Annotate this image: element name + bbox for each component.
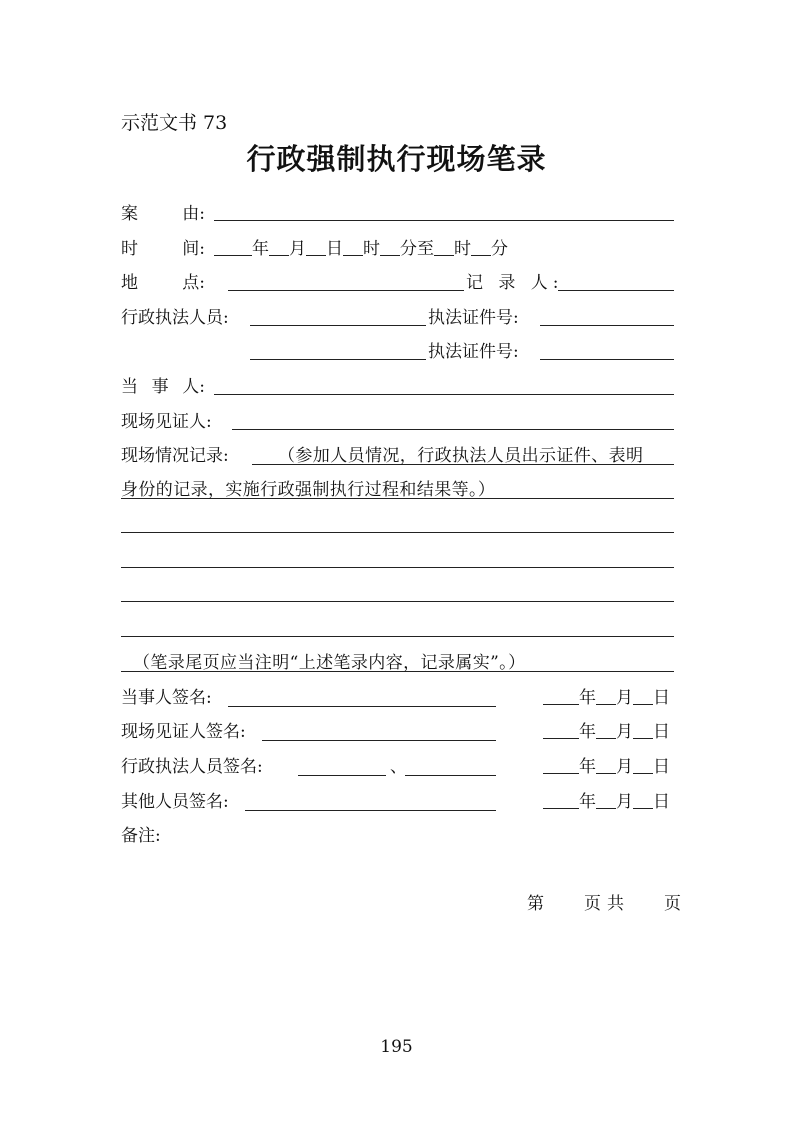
year-blank[interactable] bbox=[214, 239, 252, 256]
officer-signature-label: 行政执法人员签名: bbox=[121, 757, 263, 777]
to-word: 至 bbox=[417, 239, 434, 259]
party-signature-label: 当事人签名: bbox=[121, 688, 212, 708]
day-blank[interactable] bbox=[306, 239, 326, 256]
month-blank[interactable] bbox=[269, 239, 289, 256]
cert-no-1-field[interactable] bbox=[540, 325, 674, 326]
cert-no-2-field[interactable] bbox=[540, 359, 674, 360]
year-blank[interactable] bbox=[543, 792, 579, 809]
day-blank[interactable] bbox=[633, 722, 653, 739]
total-unit: 页 bbox=[664, 894, 681, 914]
cert-no-1-label: 执法证件号: bbox=[428, 308, 519, 328]
document-number: 示范文书 73 bbox=[121, 112, 228, 134]
party-label: 当 事 人: bbox=[121, 377, 205, 397]
month-unit: 月 bbox=[616, 757, 633, 777]
remarks-label: 备注: bbox=[121, 826, 161, 846]
time-label: 时 间: bbox=[121, 239, 205, 259]
case-reason-label: 案 由: bbox=[121, 204, 205, 224]
hour2-unit: 时 bbox=[454, 239, 471, 259]
hour-blank[interactable] bbox=[343, 239, 363, 256]
month-unit: 月 bbox=[616, 688, 633, 708]
officer-2-field[interactable] bbox=[250, 359, 426, 360]
witness-label: 现场见证人: bbox=[121, 412, 212, 432]
month-blank[interactable] bbox=[596, 757, 616, 774]
year-blank[interactable] bbox=[543, 688, 579, 705]
signature-separator: 、 bbox=[390, 757, 407, 777]
officers-label: 行政执法人员: bbox=[121, 308, 229, 328]
case-reason-field[interactable] bbox=[214, 220, 674, 221]
year-unit: 年 bbox=[579, 757, 596, 777]
party-field[interactable] bbox=[214, 394, 674, 395]
location-label: 地 点: bbox=[121, 273, 205, 293]
month-unit: 月 bbox=[616, 722, 633, 742]
hour-unit: 时 bbox=[363, 239, 380, 259]
total-word: 共 bbox=[607, 894, 624, 914]
record-hint-1: （参加人员情况，行政执法人员出示证件、表明 bbox=[278, 446, 644, 466]
year-unit: 年 bbox=[579, 722, 596, 742]
month-blank[interactable] bbox=[596, 688, 616, 705]
year-blank[interactable] bbox=[543, 722, 579, 739]
page-number: 195 bbox=[380, 1037, 413, 1057]
witness-field[interactable] bbox=[232, 429, 674, 430]
minute2-unit: 分 bbox=[491, 239, 508, 259]
year-unit: 年 bbox=[579, 792, 596, 812]
other-signature-date bbox=[543, 792, 670, 812]
record-line-3[interactable] bbox=[121, 532, 674, 533]
year-blank[interactable] bbox=[543, 757, 579, 774]
witness-signature-field[interactable] bbox=[262, 740, 496, 741]
officer-signature-field-2[interactable] bbox=[405, 775, 496, 776]
day-blank[interactable] bbox=[633, 688, 653, 705]
day-unit: 日 bbox=[326, 239, 343, 259]
pagination bbox=[527, 894, 681, 914]
minute-blank[interactable] bbox=[380, 239, 400, 256]
page-title: 行政强制执行现场笔录 bbox=[246, 142, 547, 176]
month-blank[interactable] bbox=[596, 722, 616, 739]
year-unit: 年 bbox=[252, 239, 269, 259]
record-hint-2: 身份的记录，实施行政强制执行过程和结果等。） bbox=[121, 480, 496, 500]
month-unit: 月 bbox=[616, 792, 633, 812]
day-unit: 日 bbox=[653, 688, 670, 708]
recorder-field[interactable] bbox=[558, 290, 674, 291]
page-word: 第 bbox=[527, 894, 544, 914]
officer-1-field[interactable] bbox=[250, 325, 426, 326]
month-unit: 月 bbox=[289, 239, 306, 259]
minute2-blank[interactable] bbox=[471, 239, 491, 256]
page-unit: 页 bbox=[584, 894, 601, 914]
officer-signature-field-1[interactable] bbox=[298, 775, 386, 776]
minute-unit: 分 bbox=[400, 239, 417, 259]
record-label: 现场情况记录: bbox=[121, 446, 229, 466]
year-unit: 年 bbox=[579, 688, 596, 708]
month-blank[interactable] bbox=[596, 792, 616, 809]
day-unit: 日 bbox=[653, 757, 670, 777]
day-blank[interactable] bbox=[633, 792, 653, 809]
record-line-5[interactable] bbox=[121, 601, 674, 602]
day-blank[interactable] bbox=[633, 757, 653, 774]
location-field[interactable] bbox=[228, 290, 464, 291]
hour2-blank[interactable] bbox=[434, 239, 454, 256]
cert-no-2-label: 执法证件号: bbox=[428, 342, 519, 362]
witness-signature-date bbox=[543, 722, 670, 742]
party-signature-date bbox=[543, 688, 670, 708]
recorder-label: 记 录 人: bbox=[466, 273, 564, 293]
record-line-6[interactable] bbox=[121, 636, 674, 637]
other-signature-label: 其他人员签名: bbox=[121, 792, 229, 812]
time-fields bbox=[214, 239, 508, 259]
day-unit: 日 bbox=[653, 792, 670, 812]
tail-note: （笔录尾页应当注明“上述笔录内容，记录属实”。） bbox=[133, 653, 526, 673]
record-line-4[interactable] bbox=[121, 567, 674, 568]
party-signature-field[interactable] bbox=[228, 706, 496, 707]
witness-signature-label: 现场见证人签名: bbox=[121, 722, 246, 742]
other-signature-field[interactable] bbox=[245, 810, 496, 811]
officer-signature-date bbox=[543, 757, 670, 777]
day-unit: 日 bbox=[653, 722, 670, 742]
